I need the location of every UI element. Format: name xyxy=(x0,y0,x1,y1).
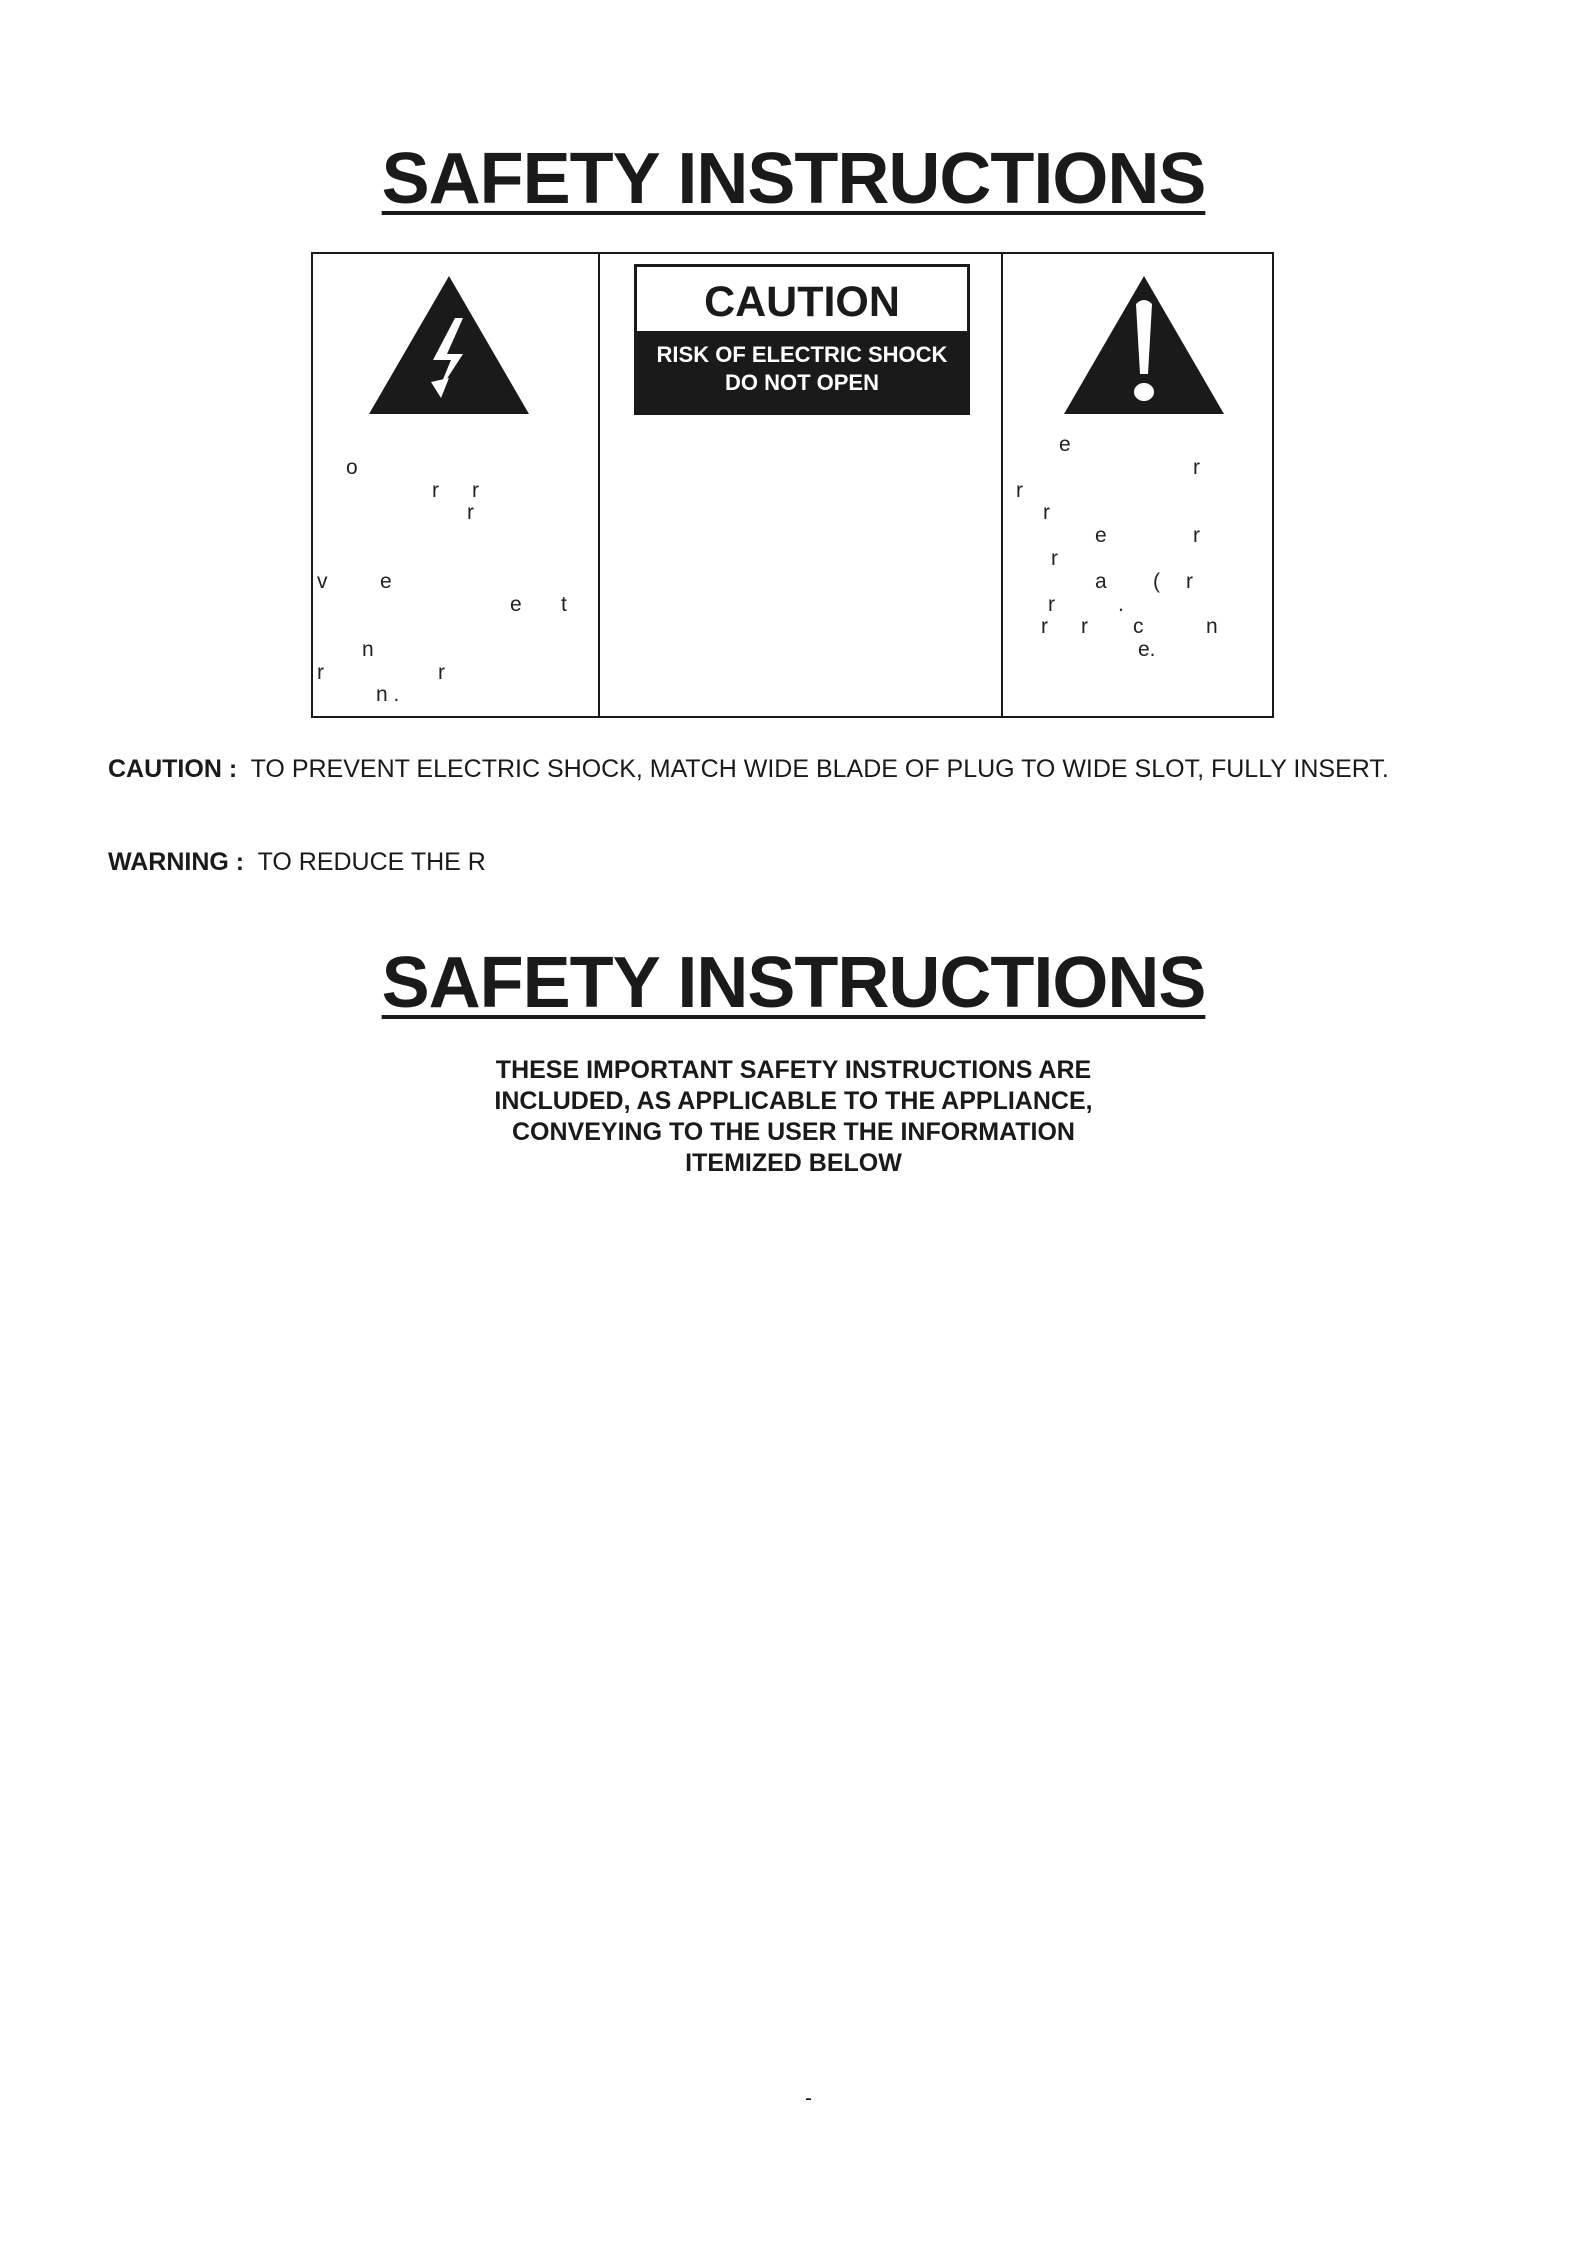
caution-instruction-text: TO PREVENT ELECTRIC SHOCK, MATCH WIDE BLADE OF PLUG TO WIDE SLOT, FULLY INSERT. xyxy=(250,755,1389,783)
warning-instruction-text: TO REDUCE THE R xyxy=(257,848,486,876)
right-text-fragment: r xyxy=(1043,501,1050,524)
right-text-fragment: c xyxy=(1133,615,1144,638)
left-text-fragment: e xyxy=(380,570,392,593)
caution-line-2: DO NOT OPEN xyxy=(724,370,879,395)
right-text-fragment: e xyxy=(1095,524,1107,547)
left-text-fragment: r xyxy=(472,479,479,502)
right-text-fragment: . xyxy=(1118,593,1124,616)
caution-heading: CAUTION xyxy=(704,278,900,326)
caution-label xyxy=(634,264,970,415)
caution-instruction-label: CAUTION : xyxy=(108,755,238,783)
right-text-fragment: r xyxy=(1041,615,1048,638)
left-text-fragment: o xyxy=(346,456,358,479)
right-text-fragment: r xyxy=(1193,456,1200,479)
page-title xyxy=(0,138,1587,220)
caution-instruction xyxy=(108,755,1389,784)
right-text-fragment: a xyxy=(1095,570,1107,593)
lightning-warning-icon xyxy=(367,274,531,416)
warning-instruction-label: WARNING : xyxy=(108,848,245,876)
left-text-fragment: v xyxy=(317,570,328,593)
left-text-fragment: n xyxy=(362,638,374,661)
warning-instruction xyxy=(108,848,486,877)
table-divider xyxy=(1001,252,1003,718)
right-text-fragment: r xyxy=(1186,570,1193,593)
left-text-fragment: r xyxy=(438,661,445,684)
left-text-fragment: t xyxy=(561,593,567,616)
notice-line: INCLUDED, AS APPLICABLE TO THE APPLIANCE, xyxy=(494,1087,1093,1115)
right-text-fragment: r xyxy=(1051,547,1058,570)
right-text-fragment: e. xyxy=(1138,638,1156,661)
caution-line-1: RISK OF ELECTRIC SHOCK xyxy=(656,342,948,367)
notice-line: ITEMIZED BELOW xyxy=(685,1149,902,1177)
left-text-fragment: r xyxy=(467,501,474,524)
page-title-text: SAFETY INSTRUCTIONS xyxy=(381,139,1206,219)
table-divider xyxy=(598,252,600,718)
caution-subtext xyxy=(637,331,967,412)
section-title xyxy=(0,942,1587,1024)
right-text-fragment: r xyxy=(1016,479,1023,502)
right-text-fragment: ( xyxy=(1153,570,1160,593)
left-text-fragment: n . xyxy=(376,683,400,706)
left-text-fragment: r xyxy=(432,479,439,502)
notice-line: CONVEYING TO THE USER THE INFORMATION xyxy=(512,1118,1075,1146)
important-notice xyxy=(0,1055,1587,1179)
notice-line: THESE IMPORTANT SAFETY INSTRUCTIONS ARE xyxy=(495,1056,1092,1084)
left-text-fragment: e xyxy=(510,593,522,616)
section-title-text: SAFETY INSTRUCTIONS xyxy=(381,943,1206,1023)
right-text-fragment: r xyxy=(1193,524,1200,547)
exclamation-warning-icon xyxy=(1062,274,1226,416)
right-text-fragment: n xyxy=(1206,615,1218,638)
right-text-fragment: r xyxy=(1048,593,1055,616)
left-text-fragment: r xyxy=(317,661,324,684)
page-number: - xyxy=(805,2087,812,2110)
right-text-fragment: r xyxy=(1081,615,1088,638)
right-text-fragment: e xyxy=(1059,433,1071,456)
